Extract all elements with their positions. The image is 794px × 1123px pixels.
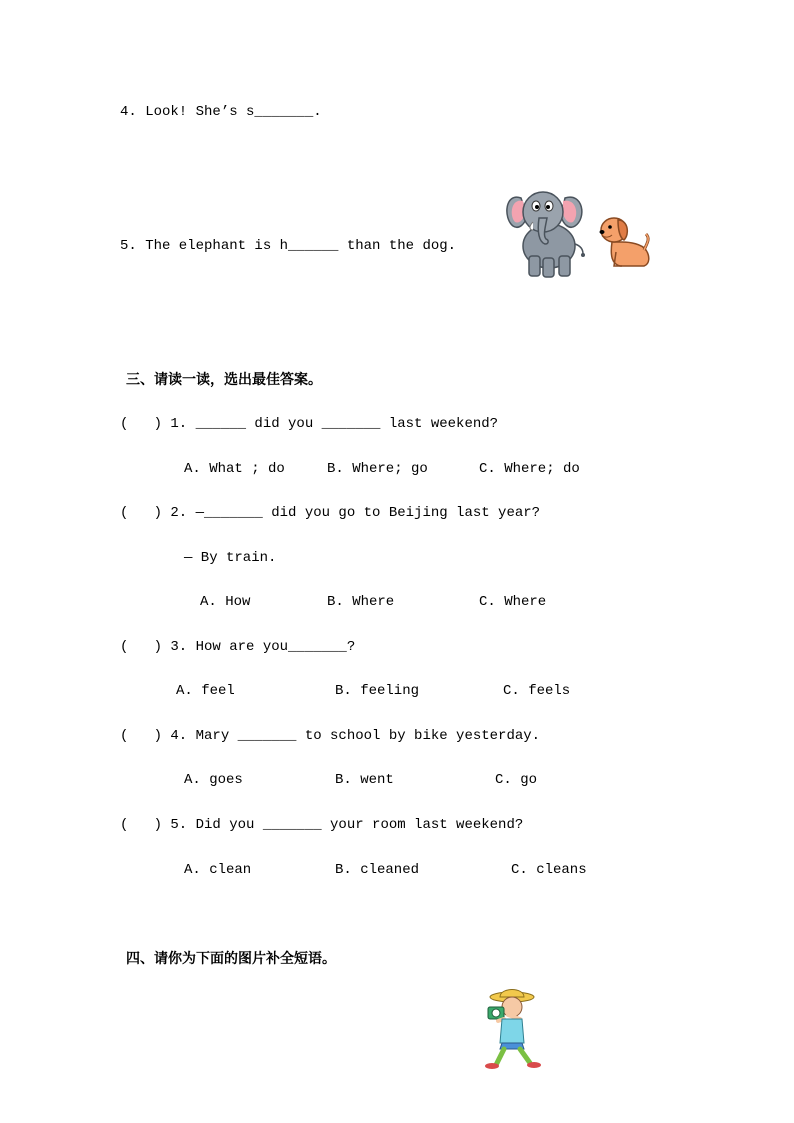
question-1-option-c: C. Where; do (479, 461, 580, 477)
elephant-icon (503, 184, 589, 280)
question-2-option-b: B. Where (327, 594, 395, 610)
question-5-fill-blank: 5. The elephant is h______ than the dog. (120, 238, 457, 254)
question-2-option-a: A. How (200, 594, 251, 610)
question-4-option-c: C. go (495, 772, 538, 788)
question-1-option-a: A. What ; do (184, 461, 285, 477)
question-4-stem: ( ) 4. Mary _______ to school by bike yesterday. (120, 728, 541, 744)
question-5-option-a: A. clean (184, 862, 252, 878)
question-2-option-c: C. Where (479, 594, 547, 610)
boy-with-camera-icon (478, 985, 544, 1071)
question-4-option-a: A. goes (184, 772, 243, 788)
question-4-option-b: B. went (335, 772, 394, 788)
question-5-option-b: B. cleaned (335, 862, 420, 878)
question-3-option-b: B. feeling (335, 683, 420, 699)
question-2-reply: — By train. (184, 550, 277, 566)
question-3-option-a: A. feel (176, 683, 235, 699)
question-5-stem: ( ) 5. Did you _______ your room last weekend? (120, 817, 524, 833)
question-3-stem: ( ) 3. How are you_______? (120, 639, 356, 655)
section-4-heading: 四、请你为下面的图片补全短语。 (126, 951, 336, 967)
question-3-option-c: C. feels (503, 683, 571, 699)
dog-icon (596, 212, 654, 270)
question-4-fill-blank: 4. Look! She’s s_______. (120, 104, 322, 120)
question-5-option-c: C. cleans (511, 862, 587, 878)
question-1-option-b: B. Where; go (327, 461, 428, 477)
section-3-heading: 三、请读一读，选出最佳答案。 (126, 372, 322, 388)
question-1-stem: ( ) 1. ______ did you _______ last weekend? (120, 416, 499, 432)
question-2-stem: ( ) 2. —_______ did you go to Beijing last year? (120, 505, 541, 521)
